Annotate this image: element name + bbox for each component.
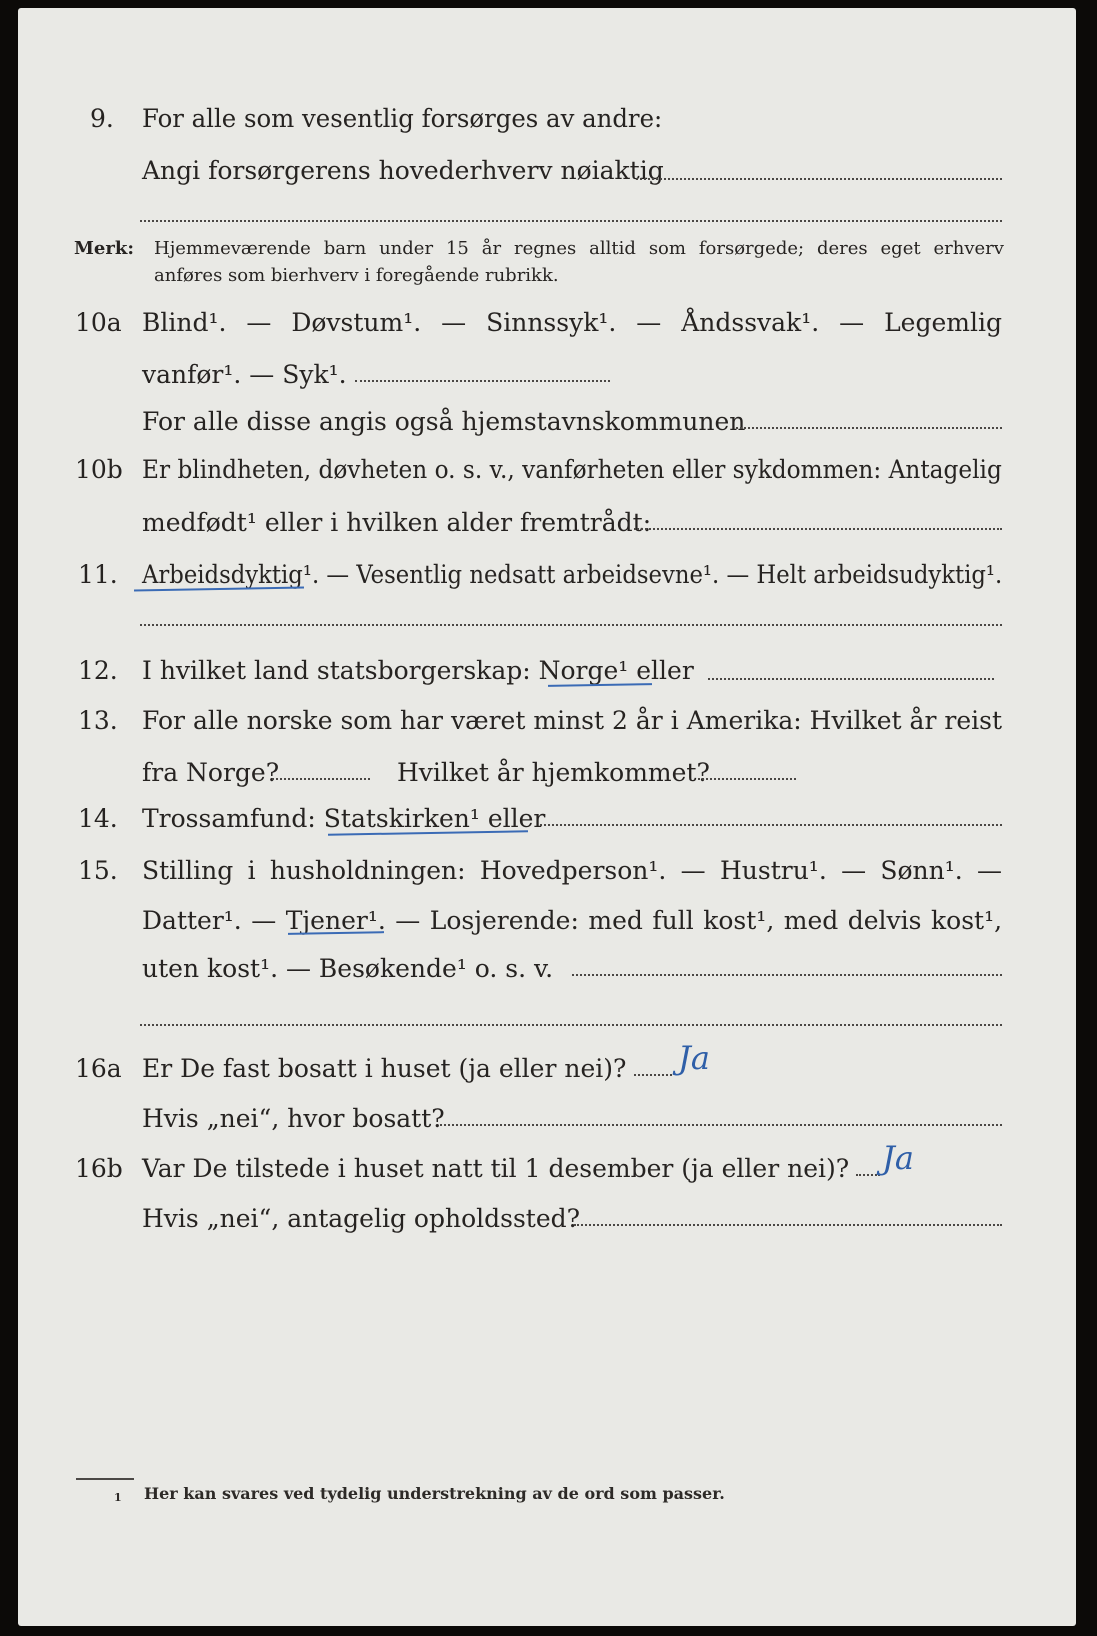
q16b-opholdssted-line (574, 1224, 1002, 1226)
q16b-answer-line (856, 1174, 880, 1176)
q13-line2a: fra Norge? (142, 758, 280, 787)
q15-answer-line2 (140, 1024, 1002, 1026)
q13-line2b: Hvilket år hjemkommet? (397, 758, 710, 787)
q16b-line1: Var De tilstede i huset natt til 1 desember (ja eller nei)? (142, 1154, 850, 1183)
q12-number: 12. (78, 656, 118, 685)
q15-line2: Datter¹. — Tjener¹. — Losjerende: med full kost¹, med delvis kost¹, (142, 906, 1003, 935)
q15-answer-line (572, 974, 1002, 976)
q16a-number: 16a (75, 1054, 122, 1083)
q14-line1: Trossamfund: Statskirken¹ eller (142, 804, 546, 833)
q10a-hjemstavn-line (736, 427, 1002, 429)
q11-number: 11. (78, 560, 118, 589)
q10b-line2: medfødt¹ eller i hvilken alder fremtrådt: (142, 508, 652, 537)
merk-line2: anføres som bierhverv i foregående rubrikk. (154, 265, 559, 286)
q13-hjemkommet-line (698, 778, 796, 780)
q16a-line2: Hvis „nei“, hvor bosatt? (142, 1104, 445, 1133)
q16b-handwritten-answer: Ja (882, 1139, 914, 1177)
q9-line1: For alle som vesentlig forsørges av andre: (142, 104, 663, 133)
q15-line3: uten kost¹. — Besøkende¹ o. s. v. (142, 954, 554, 983)
q9-number: 9. (90, 104, 114, 133)
footnote-mark: 1 (114, 1491, 122, 1504)
q16b-number: 16b (75, 1154, 123, 1183)
q10b-number: 10b (75, 455, 123, 484)
q16b-line2: Hvis „nei“, antagelig opholdssted? (142, 1204, 581, 1233)
q16a-handwritten-answer: Ja (678, 1039, 710, 1077)
q13-line1: For alle norske som har været minst 2 år i Amerika: Hvilket år reist (142, 706, 1002, 735)
q11-line1: Arbeidsdyktig¹. — Vesentlig nedsatt arbeidsevne¹. — Helt arbeidsudyktig¹. (142, 560, 1003, 589)
footnote-rule (76, 1478, 134, 1480)
q16a-answer-line (634, 1074, 672, 1076)
merk-line1: Hjemmeværende barn under 15 år regnes alltid som forsørgede; deres eget erhverv (154, 238, 1004, 259)
q15-number: 15. (78, 856, 118, 885)
q14-answer-line (540, 824, 1002, 826)
q12-line1: I hvilket land statsborgerskap: Norge¹ eller (142, 656, 694, 685)
q9-line2: Angi forsørgerens hovederhverv nøiaktig (142, 156, 664, 185)
q13-number: 13. (78, 706, 118, 735)
footnote-text: Her kan svares ved tydelig understrekning av de ord som passer. (144, 1484, 725, 1503)
q10a-line3: For alle disse angis også hjemstavnskommunen (142, 407, 746, 436)
q16a-line1: Er De fast bosatt i huset (ja eller nei)? (142, 1054, 627, 1083)
q10a-line1: Blind¹. — Døvstum¹. — Sinnssyk¹. — Åndssvak¹. — Legemlig (142, 308, 1002, 337)
q16a-bosatt-line (440, 1124, 1002, 1126)
q10a-line2: vanfør¹. — Syk¹. (142, 360, 347, 389)
q10b-line1: Er blindheten, døvheten o. s. v., vanførheten eller sykdommen: Antagelig (142, 455, 1002, 484)
q10a-number: 10a (75, 308, 122, 337)
q12-answer-line (708, 678, 994, 680)
q10a-answer-line (355, 380, 610, 382)
q10b-answer-line (634, 528, 1002, 530)
q14-number: 14. (78, 804, 118, 833)
q9-answer-line2 (140, 220, 1002, 222)
merk-label: Merk: (74, 238, 134, 259)
q9-answer-line (636, 178, 1002, 180)
q13-reist-line (272, 778, 370, 780)
q15-line1: Stilling i husholdningen: Hovedperson¹. — Hustru¹. — Sønn¹. — (142, 856, 1003, 885)
q11-answer-line (140, 624, 1002, 626)
